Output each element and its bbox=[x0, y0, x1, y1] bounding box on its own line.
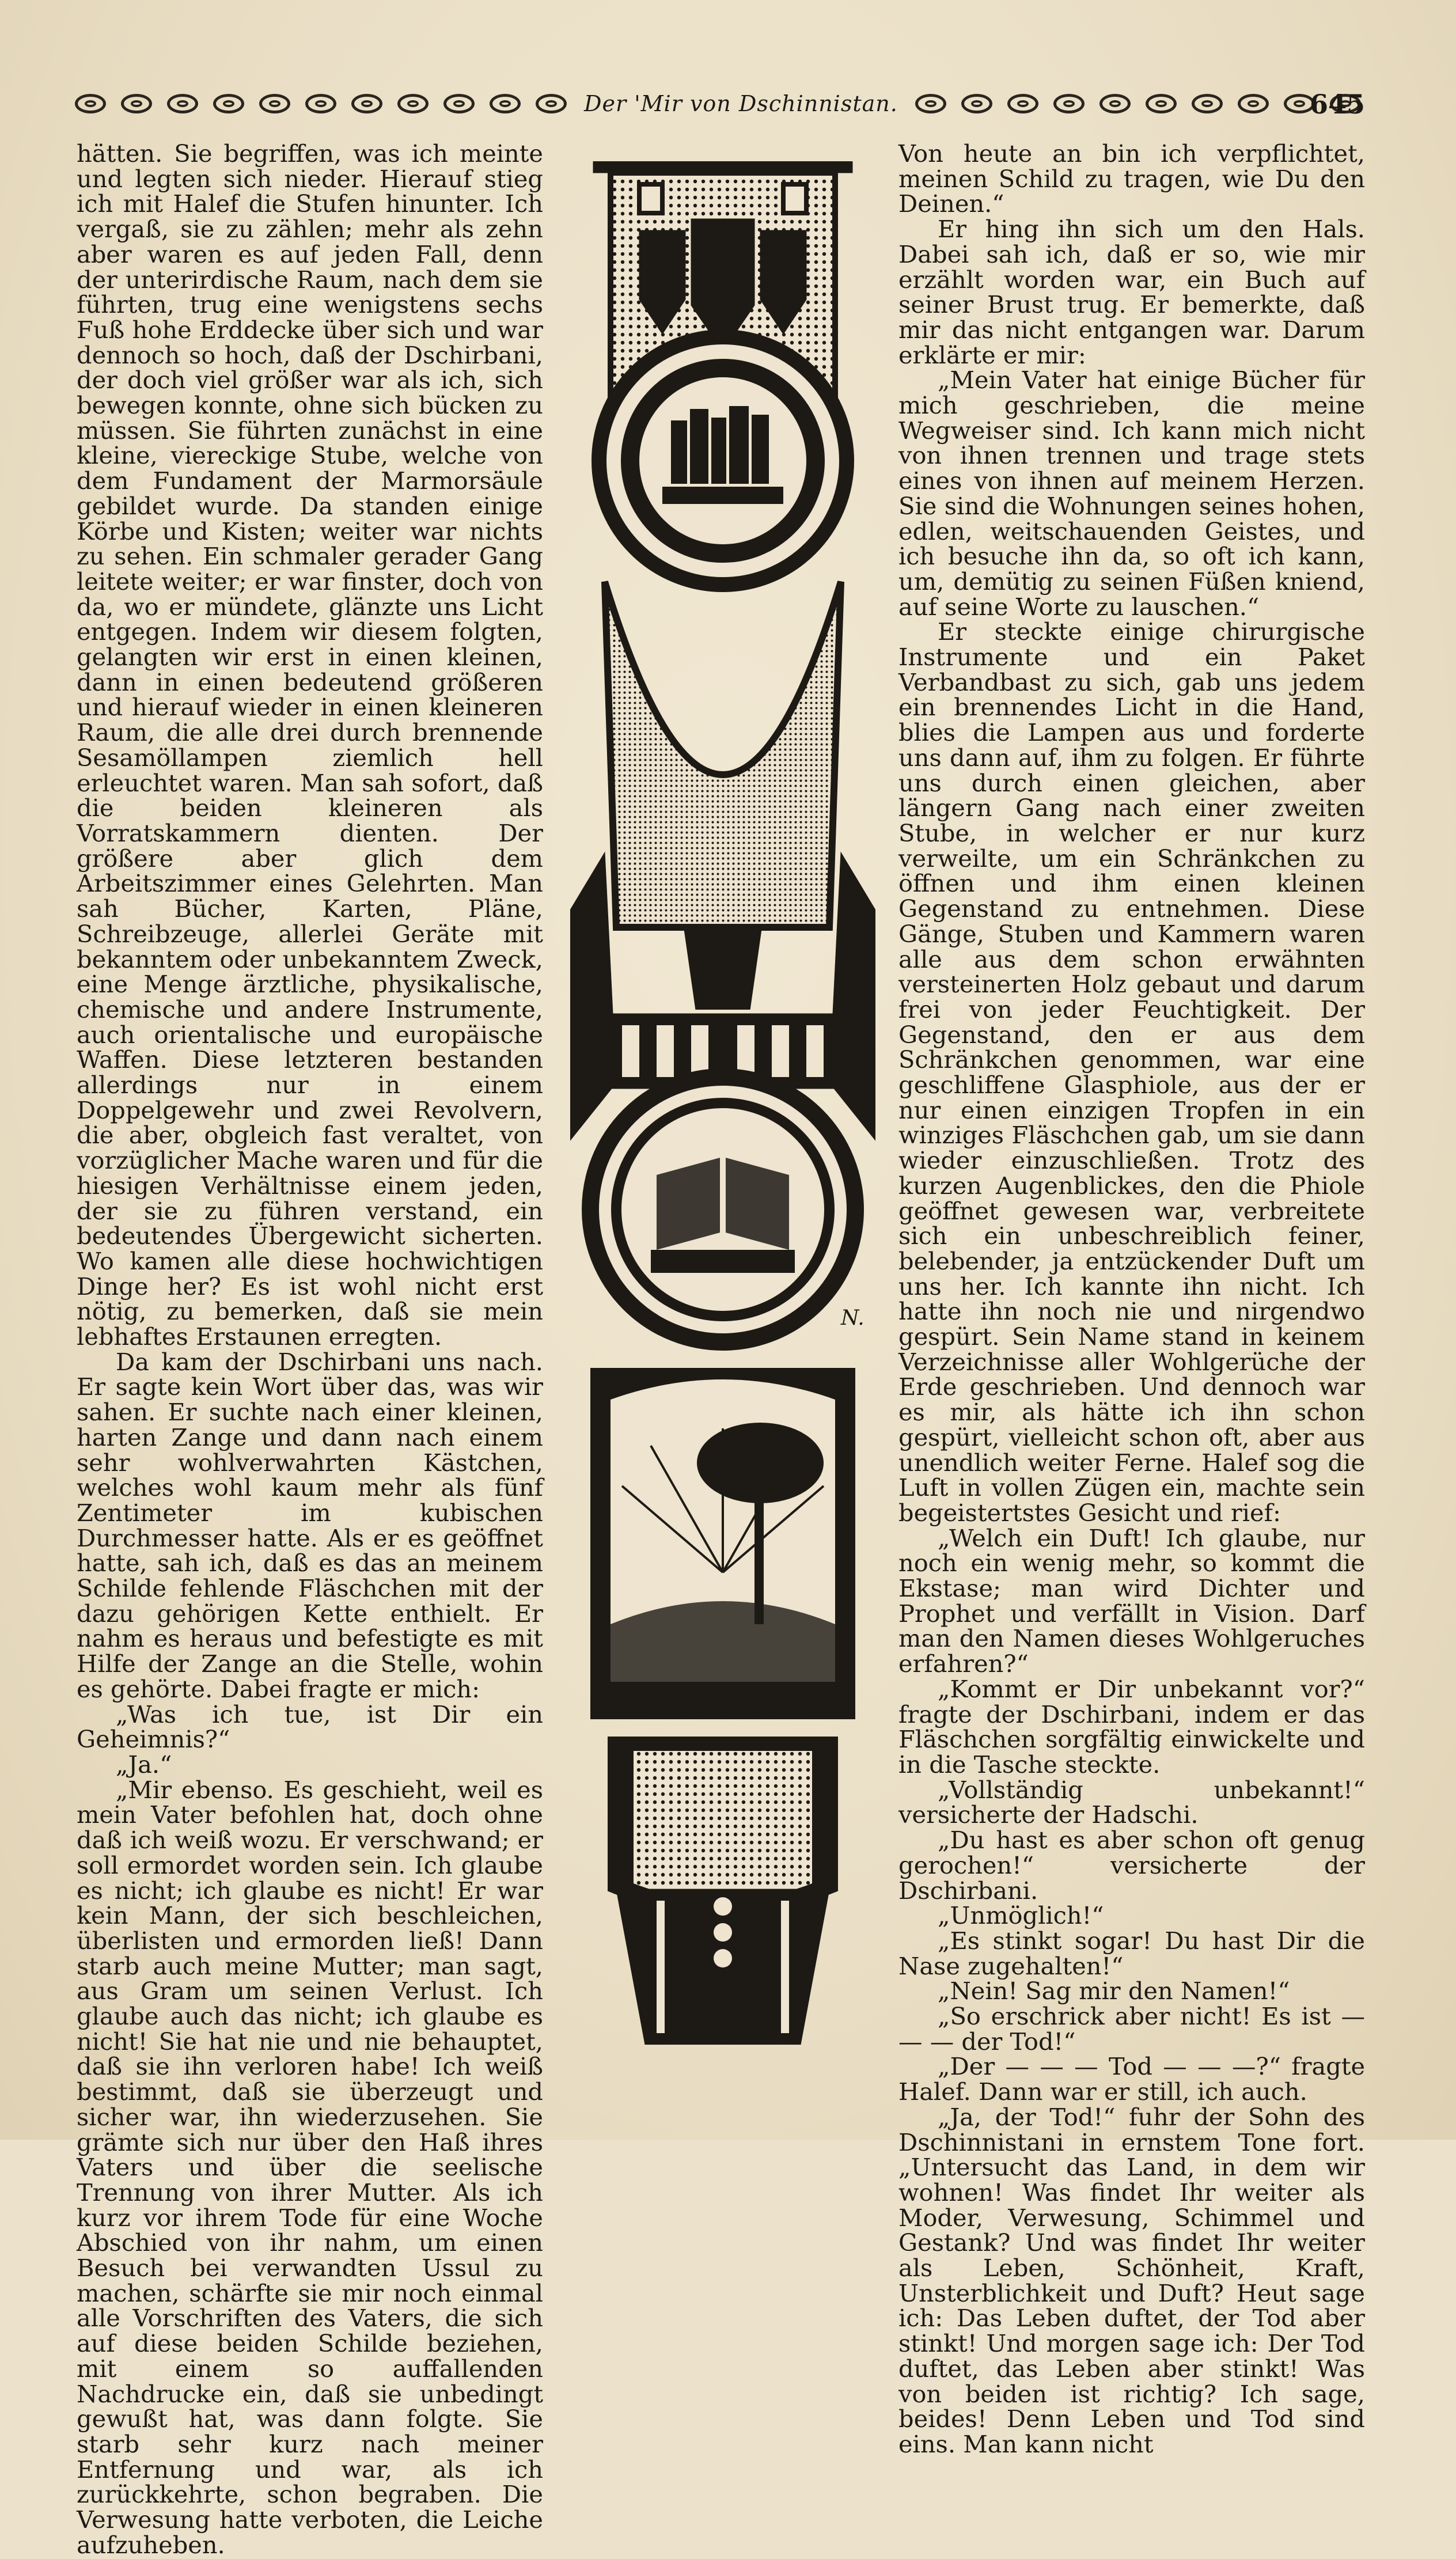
paragraph: „Ja, der Tod!“ fuhr der Sohn des Dschinnistani in ernstem Tone fort. „Untersucht das Land, in dem wir wohnen! Was findet Ihr weiter als Moder, Verwesung, Schimmel und Gestank? Und was findet Ihr weiter als Leben, Schönheit, Kraft, Unsterblichkeit und Duft? Heut sage ich: Das Leben duftet, der Tod aber stinkt! Und morgen sage ich: Der Tod duftet, das Leben aber stinkt! Was von beiden ist richtig? Ich sage, beides! Denn Leben und Tod sind eins. Man kann nicht bbox=[898, 2102, 1365, 2458]
scroll-ornament-icon bbox=[259, 94, 290, 113]
paragraph: „Vollständig unbekannt!“ versicherte der Hadschi. bbox=[898, 1775, 1365, 1829]
scroll-ornament-icon bbox=[961, 94, 992, 113]
paragraph: „Was ich tue, ist Dir ein Geheimnis?“ bbox=[77, 1700, 543, 1754]
scroll-ornament-icon bbox=[1192, 94, 1223, 113]
paragraph: hätten. Sie begriffen, was ich meinte und legten sich nieder. Hierauf stieg ich mit Halef die Stufen hinunter. Ich vergaß, sie zu zählen; mehr als zehn aber waren es auf jeden Fall, denn der unterirdische Raum, nach dem sie führten, trug eine wenigstens sechs Fuß hohe Erddecke über sich und war dennoch so hoch, daß der Dschirbani, der doch viel größer war als ich, sich bewegen konnte, ohne sich bücken zu müssen. Sie führten zunächst in eine kleine, viereckige Stube, welche von dem Fundament der Marmorsäule gebildet wurde. Da standen einige Körbe und Kisten; weiter war nichts zu sehen. Ein schmaler gerader Gang leitete weiter; er war finster, doch von da, wo er mündete, glänzte uns Licht entgegen. Indem wir diesem folgten, gelangten wir erst in einen kleinen, dann in einen bedeutend größeren und hierauf wieder in einen kleineren Raum, die alle drei durch brennende Sesamöllampen ziemlich hell erleuchtet waren. Man sah sofort, daß die beiden kleineren als Vorratskammern dienten. Der größere aber glich dem Arbeitszimmer eines Gelehrten. Man sah Bücher, Karten, Pläne, Schreibzeuge, allerlei Geräte mit bekanntem oder unbekanntem Zweck, eine Menge ärztliche, physikalische, chemische und andere Instrumente, auch orientalische und europäische Waffen. Diese letzteren bestanden allerdings nur in einem Doppelgewehr und zwei Revolvern, die aber, obgleich fast veraltet, von vorzüglicher Mache waren und für die hiesigen Verhältnisse einem jeden, der sie zu führen verstand, ein bedeutendes Übergewicht sicherten. Wo kamen alle diese hochwichtigen Dinge her? Es ist wohl nicht erst nötig, zu bemerken, daß sie mein lebhaftes Erstaunen erregten. bbox=[77, 139, 543, 1351]
paragraph: Er steckte einige chirurgische Instrumente und ein Paket Verbandbast zu sich, gab uns jedem ein brennendes Licht in die Hand, blies die Lampen aus und forderte uns dann auf, ihm zu folgen. Er führte uns durch einen gleichen, aber längern Gang nach einer zweiten Stube, in welcher er nur kurz verweilte, um ein Schränkchen zu öffnen und ihm einen kleinen Gegenstand zu entnehmen. Diese Gänge, Stuben und Kammern waren alle aus dem schon erwähnten versteinerten Holz gebaut und darum frei von jeder Feuchtigkeit. Der Gegenstand, den er aus dem Schränkchen genommen, war eine geschliffene Glasphiole, aus der er nur einen einzigen Tropfen in ein winziges Fläschchen gab, um sie dann wieder einzuschließen. Trotz des kurzen Augenblickes, den die Phiole geöffnet gewesen war, verbreitete sich ein unbeschreiblich feiner, belebender, ja entzückender Duft um uns her. Ich kannte ihn nicht. Ich hatte ihn noch nie und nirgendwo gespürt. Sein Name stand in keinem Verzeichnisse aller Wohlgerüche der Erde geschrieben. Und dennoch war es mir, als hätte ich ihn schon gespürt, vielleicht schon oft, aber aus unendlich weiter Ferne. Halef sog die Luft in vollen Zügen ein, machte sein begeistertstes Gesicht und rief: bbox=[898, 617, 1365, 1527]
text-column-left bbox=[77, 141, 543, 2558]
paragraph: „Kommt er Dir unbekannt vor?“ fragte der Dschirbani, indem er das Fläschchen sorgfältig einwickelte und in die Tasche steckte. bbox=[898, 1674, 1365, 1779]
page-number: 645 bbox=[1309, 89, 1365, 120]
paragraph: „Der — — — Tod — — —?“ fragte Halef. Dann war er still, ich auch. bbox=[898, 2052, 1365, 2106]
ornamental-illustration bbox=[570, 161, 875, 2045]
paragraph: „Unmöglich!“ bbox=[938, 1901, 1104, 1930]
running-header bbox=[75, 81, 1365, 127]
scroll-ornament-icon bbox=[351, 94, 382, 113]
scroll-ornament-icon bbox=[1238, 94, 1269, 113]
paragraph: „Es stinkt sogar! Du hast Dir die Nase zugehalten!“ bbox=[898, 1926, 1365, 1980]
scroll-ornament-icon bbox=[915, 94, 946, 113]
scroll-ornament-icon bbox=[397, 94, 429, 113]
paragraph: Von heute an bin ich verpflichtet, meinen Schild zu tragen, wie Du den Deinen.“ bbox=[898, 139, 1365, 218]
paragraph: „Du hast es aber schon oft genug gerochen!“ versicherte der Dschirbani. bbox=[898, 1826, 1365, 1905]
scroll-ornament-icon bbox=[75, 94, 106, 113]
paragraph: „Nein! Sag mir den Namen!“ bbox=[938, 1977, 1290, 2006]
paragraph: „Mir ebenso. Es geschieht, weil es mein Vater befohlen hat, doch ohne daß ich weiß wozu. Er verschwand; er soll ermordet worden sein. Ich glaube es nicht; ich glaube es nicht! Er war kein Mann, der sich beschleichen, überlisten und ermorden ließ! Dann starb auch meine Mutter; man sagt, aus Gram um seinen Verlust. Ich glaube auch das nicht; ich glaube es nicht! Sie hat nie und nie behauptet, daß sie ihn verloren habe! Ich weiß bestimmt, daß sie überzeugt und sicher war, ihn wiederzusehen. Sie grämte sich nur über den Haß ihres Vaters und über die seelische Trennung von ihrer Mutter. Als ich kurz vor ihrem Tode für eine Woche Abschied von ihr nahm, um einen Besuch bei verwandten Ussul zu machen, schärfte sie mir noch einmal alle Vorschriften des Vaters, die sich auf diese beiden Schilde beziehen, mit einem so auffallenden Nachdrucke ein, daß sie unbedingt gewußt hat, was dann folgte. Sie starb sehr kurz nach meiner Entfernung und war, als ich zurückkehrte, schon begraben. Die Verwesung hatte verboten, die Leiche aufzuheben. bbox=[77, 1775, 543, 2559]
scroll-ornament-icon bbox=[443, 94, 475, 113]
header-ornaments-left bbox=[75, 94, 567, 113]
scroll-ornament-icon bbox=[1099, 94, 1131, 113]
scroll-ornament-icon bbox=[1146, 94, 1177, 113]
header-ornaments-right bbox=[915, 94, 1361, 113]
scroll-ornament-icon bbox=[121, 94, 152, 113]
paragraph: „Ja.“ bbox=[116, 1750, 172, 1779]
scroll-ornament-icon bbox=[490, 94, 521, 113]
scroll-ornament-icon bbox=[1053, 94, 1085, 113]
text-column-right bbox=[898, 141, 1365, 2457]
scroll-ornament-icon bbox=[1007, 94, 1038, 113]
ornament-svg bbox=[570, 161, 875, 2045]
paragraph: Er hing ihn sich um den Hals. Dabei sah ich, daß er so, wie mir erzählt worden war, ein Buch auf seiner Brust trug. Er bemerkte, daß mir das nicht entgangen war. Darum erklärte er mir: bbox=[898, 215, 1365, 369]
paragraph: Da kam der Dschirbani uns nach. Er sagte kein Wort über das, was wir sahen. Er suchte nach einer kleinen, harten Zange und dann nach einem sehr wohlverwahrten Kästchen, welches wohl kaum mehr als fünf Zentimeter im kubischen Durchmesser hatte. Als er es geöffnet hatte, sah ich, daß es das an meinem Schilde fehlende Fläschchen mit der dazu gehörigen Kette enthielt. Er nahm es heraus und befestigte es mit Hilfe der Zange an die Stelle, wohin es gehörte. Dabei fragte er mich: bbox=[77, 1347, 543, 1703]
scroll-ornament-icon bbox=[305, 94, 336, 113]
paragraph: „Mein Vater hat einige Bücher für mich geschrieben, die meine Wegweiser sind. Ich kann mich nicht von ihnen trennen und trage stets eines von ihnen auf meinem Herzen. Sie sind die Wohnungen seines hohen, edlen, weitschauenden Geistes, und ich besuche ihn da, so oft ich kann, um, demütig zu seinen Füßen kniend, auf seine Worte zu lauschen.“ bbox=[898, 366, 1365, 621]
illustration-signature: N. bbox=[841, 1306, 864, 1330]
scroll-ornament-icon bbox=[213, 94, 244, 113]
paragraph: „So erschrick aber nicht! Es ist — — — der Tod!“ bbox=[898, 2002, 1365, 2056]
scroll-ornament-icon bbox=[167, 94, 198, 113]
paragraph: „Welch ein Duft! Ich glaube, nur noch ein wenig mehr, so kommt die Ekstase; man wird Dichter und Prophet und verfällt in Vision. Darf man den Namen dieses Wohlgeruches erfahren?“ bbox=[898, 1523, 1365, 1678]
scroll-ornament-icon bbox=[536, 94, 567, 113]
running-title: Der 'Mir von Dschinnistan. bbox=[584, 91, 898, 116]
